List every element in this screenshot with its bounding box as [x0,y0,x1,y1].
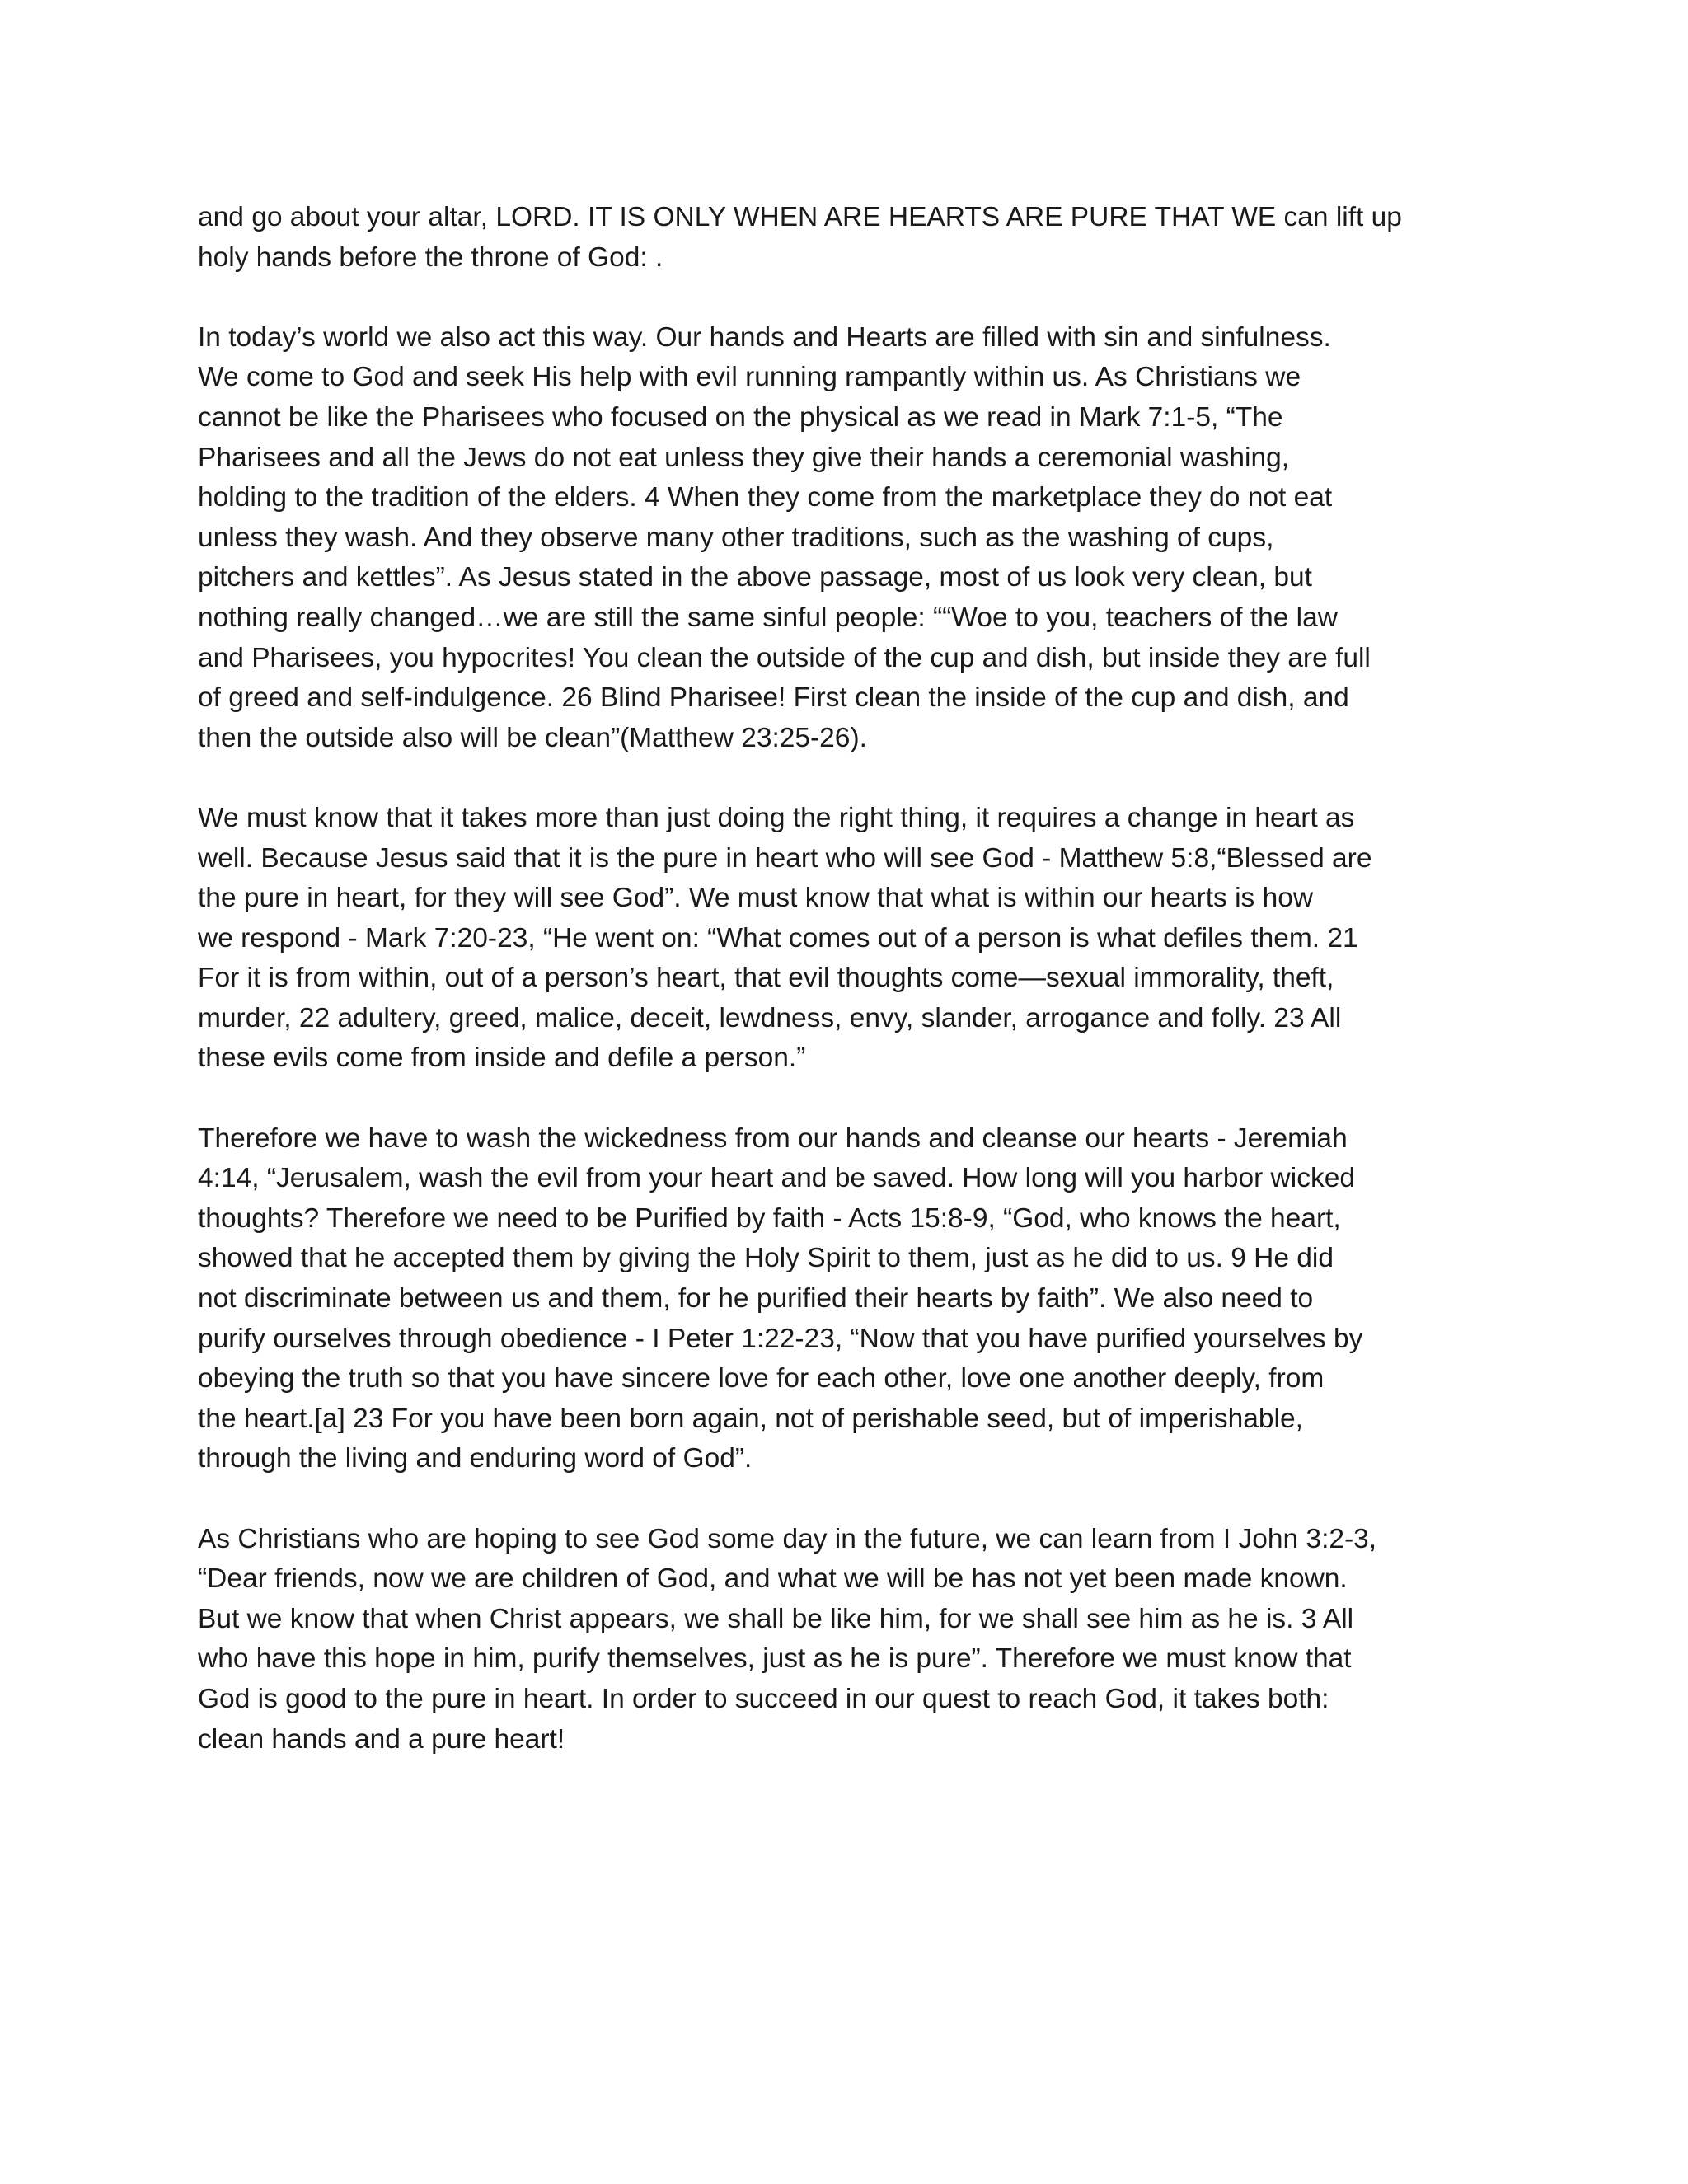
text-line: then the outside also will be clean”(Matthew 23:25-26). [198,722,867,753]
text-line: and go about your altar, LORD. IT IS ONLY WHEN ARE HEARTS ARE PURE THAT WE can lift up [198,202,1402,232]
paragraph-gap [198,278,1500,318]
text-line: the pure in heart, for they will see God”. We must know that what is within our hearts is how [198,883,1314,914]
text-line: 4:14, “Jerusalem, wash the evil from your heart and be saved. How long will you harbor wicked [198,1163,1355,1194]
text-line: For it is from within, out of a person’s heart, that evil thoughts come—sexual immorality, theft, [198,963,1334,994]
paragraph-3 [198,799,1500,1079]
paragraph-4 [198,1119,1500,1479]
paragraph-gap [198,758,1500,799]
text-line: purify ourselves through obedience - I Peter 1:22-23, “Now that you have purified yourselves by [198,1323,1363,1354]
text-line: these evils come from inside and defile a person.” [198,1043,806,1074]
text-line: clean hands and a pure heart! [198,1723,565,1755]
text-line: thoughts? Therefore we need to be Purified by faith - Acts 15:8-9, “God, who knows the heart, [198,1202,1341,1234]
text-line: and Pharisees, you hypocrites! You clean the outside of the cup and dish, but inside they are full [198,642,1371,673]
text-line: God is good to the pure in heart. In order to succeed in our quest to reach God, it takes both: [198,1683,1329,1714]
text-line: As Christians who are hoping to see God some day in the future, we can learn from I John 3:2-3, [198,1523,1377,1554]
text-line: nothing really changed…we are still the same sinful people: ““Woe to you, teachers of the law [198,602,1338,633]
text-line: we respond - Mark 7:20-23, “He went on: “What comes out of a person is what defiles them. 21 [198,922,1358,954]
text-line: murder, 22 adultery, greed, malice, deceit, lewdness, envy, slander, arrogance and folly. 23 All [198,1002,1342,1033]
text-line: But we know that when Christ appears, we shall be like him, for we shall see him as he is. 3 All [198,1603,1354,1634]
text-line: of greed and self-indulgence. 26 Blind Pharisee! First clean the inside of the cup and dish, and [198,682,1349,714]
text-line: cannot be like the Pharisees who focused on the physical as we read in Mark 7:1-5, “The [198,401,1283,433]
text-line: pitchers and kettles”. As Jesus stated in the above passage, most of us look very clean, but [198,562,1312,593]
paragraph-2 [198,318,1500,759]
text-line: not discriminate between us and them, for he purified their hearts by faith”. We also need to [198,1283,1314,1315]
text-line: “Dear friends, now we are children of God, and what we will be has not yet been made known. [198,1563,1348,1595]
text-line: unless they wash. And they observe many other traditions, such as the washing of cups, [198,522,1274,553]
text-line: well. Because Jesus said that it is the pure in heart who will see God - Matthew 5:8,“Blessed are [198,842,1372,874]
document-page [198,198,1500,1760]
text-line: In today’s world we also act this way. Our hands and Hearts are filled with sin and sinfulness. [198,321,1331,353]
paragraph-gap [198,1079,1500,1119]
paragraph-5 [198,1520,1500,1760]
text-line: through the living and enduring word of God”. [198,1443,753,1474]
text-line: We must know that it takes more than just doing the right thing, it requires a change in heart as [198,802,1355,833]
text-line: obeying the truth so that you have sincere love for each other, love one another deeply, from [198,1363,1325,1394]
text-line: the heart.[a] 23 For you have been born again, not of perishable seed, but of imperishable, [198,1403,1303,1434]
text-line: showed that he accepted them by giving the Holy Spirit to them, just as he did to us. 9 He did [198,1243,1334,1274]
text-line: who have this hope in him, purify themselves, just as he is pure”. Therefore we must know that [198,1643,1352,1675]
paragraph-gap [198,1479,1500,1520]
text-line: Pharisees and all the Jews do not eat unless they give their hands a ceremonial washing, [198,442,1290,473]
text-line: Therefore we have to wash the wickedness from our hands and cleanse our hearts - Jeremiah [198,1122,1348,1154]
text-line: holding to the tradition of the elders. 4 When they come from the marketplace they do not eat [198,482,1333,513]
text-line: holy hands before the throne of God: . [198,241,663,273]
paragraph-1 [198,198,1500,278]
text-line: We come to God and seek His help with evil running rampantly within us. As Christians we [198,362,1301,393]
